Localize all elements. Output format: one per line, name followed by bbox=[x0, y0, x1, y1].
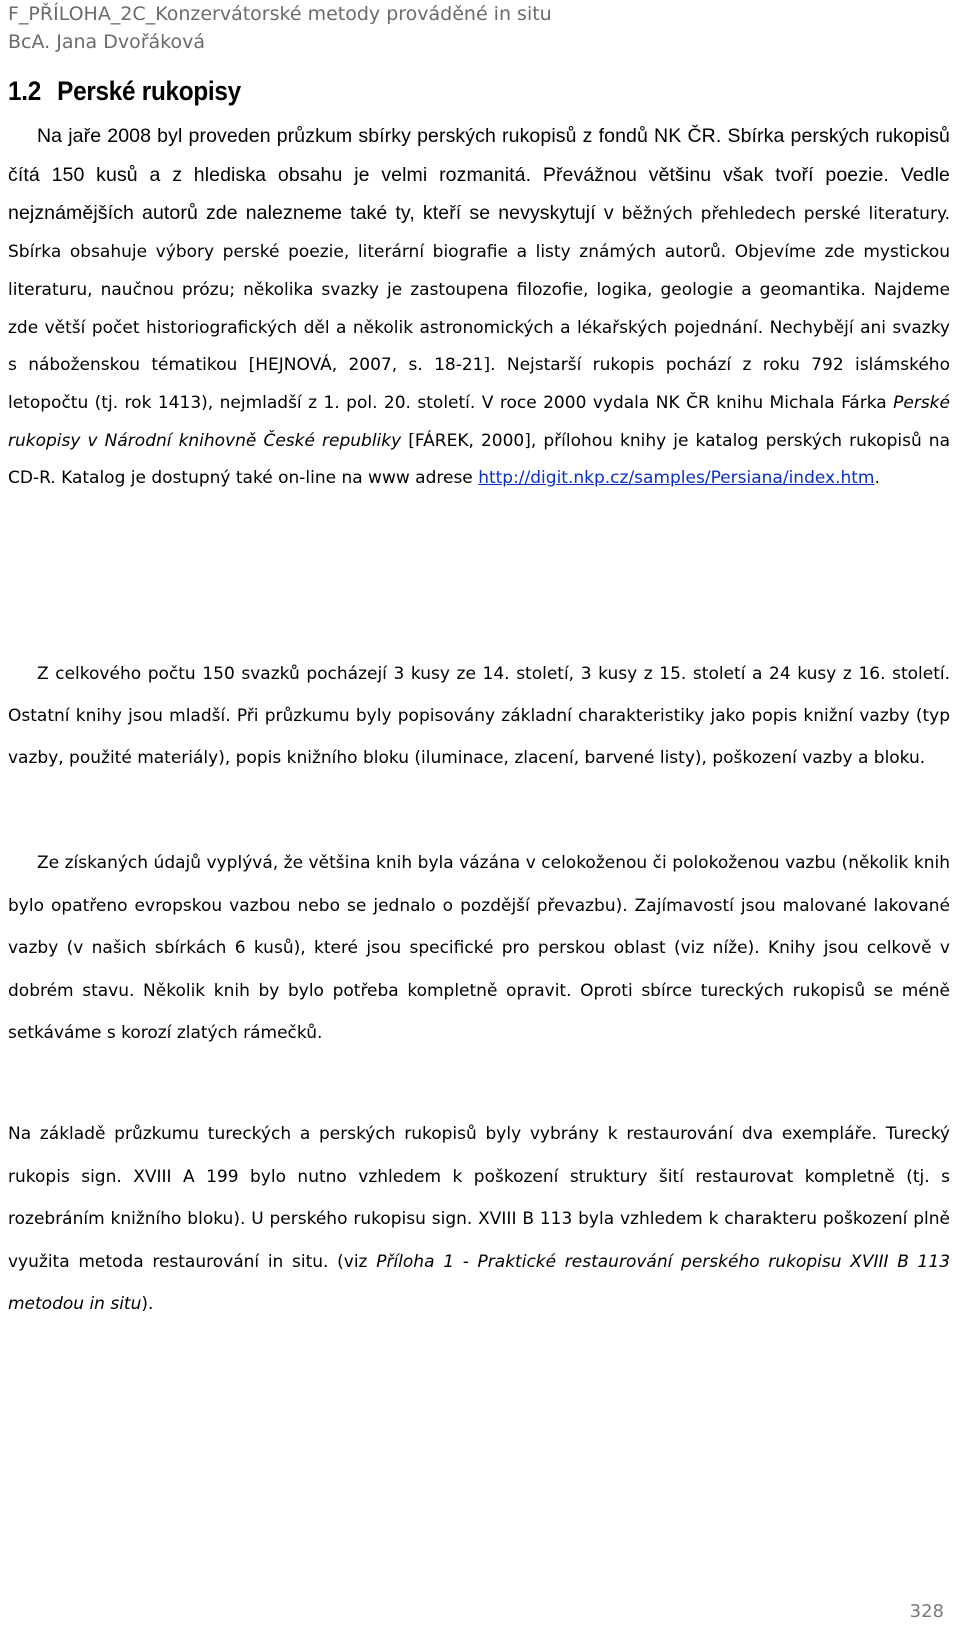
section-number: 1.2 bbox=[8, 76, 41, 106]
book-title: Perské rukopisy v Národní knihovně České republiky bbox=[8, 392, 950, 451]
paragraph-survey-statistics: Z celkového počtu 150 svazků pocházejí 3 kusy ze 14. století, 3 kusy z 15. století a 24 kusy z 16. století. Ostatní knihy jsou mladší. Při průzkumu byly popisovány základní charakteristiky jako popis knižní vazby (typ vazby, použité materiály), popis knižního bloku (iluminace, zlacení, barvené listy), poškození vazby a bloku. bbox=[8, 664, 950, 768]
paragraph-body-text-continued: [FÁREK, 2000], přílohou knihy je katalog perských rukopisů na CD-R. Katalog je dostupný také on-line na www adrese bbox=[8, 430, 950, 489]
paragraph-collection-overview bbox=[8, 118, 950, 498]
section-heading bbox=[8, 74, 241, 108]
appendix-reference: Příloha 1 - Praktické restaurování perského rukopisu XVIII B 113 metodou in situ bbox=[8, 1251, 951, 1315]
paragraph-body-text: Na základě průzkumu tureckých a perských rukopisů byly vybrány k restaurování dva exempláře. Turecký rukopis sign. XVIII A 199 bylo nutno vzhledem k poškození struktury šití restaurovat kompletně (tj. s rozebráním knižního bloku). U perského rukopisu sign. XVIII B 113 byla vzhledem k charakteru poškození plně využita metoda restaurování in situ. (viz bbox=[8, 1124, 950, 1272]
document-header-author: BcA. Jana Dvořáková bbox=[8, 31, 205, 53]
paragraph-end: ). bbox=[141, 1294, 154, 1315]
paragraph-intro-text: Na jaře 2008 byl proveden průzkum sbírky perských rukopisů z fondů NK ČR. Sbírka perských rukopisů čítá 150 kusů a z hlediska obsahu je velmi rozmanitá. Převážnou většinu však tvoří poezie. Vedle nejznámějších autorů zde nalezneme také ty, kteří se nevyskytují v bbox=[8, 125, 950, 225]
document-header-title: F_PŘÍLOHA_2C_Konzervátorské metody prováděné in situ bbox=[8, 3, 552, 25]
paragraph-restoration-selection bbox=[8, 1113, 950, 1326]
section-title: Perské rukopisy bbox=[57, 76, 241, 106]
paragraph-binding-findings: Ze získaných údajů vyplývá, že většina knih byla vázána v celokoženou či polokoženou vazbu (několik knih bylo opatřeno evropskou vazbou nebo se jednalo o pozdější převazbu). Zajímavostí jsou malované lakované vazby (v našich sbírkách 6 kusů), které jsou specifické pro perskou oblast (viz níže). Knihy jsou celkově v dobrém stavu. Několik knih by bylo potřeba kompletně opravit. Oproti sbírce tureckých rukopisů se méně setkáváme s korozí zlatých rámečků. bbox=[8, 853, 950, 1044]
paragraph-end: . bbox=[874, 468, 880, 489]
paragraph-body-text: běžných přehledech perské literatury. Sbírka obsahuje výbory perské poezie, literární biografie a listy známých autorů. Objevíme zde mystickou literaturu, naučnou prózu; několika svazky je zastoupena filozofie, logika, geologie a geomantika. Najdeme zde větší počet historiografických děl a několik astronomických a lékařských pojednání. Nechybějí ani svazky s náboženskou tématikou [HEJNOVÁ, 2007, s. 18-21]. Nejstarší rukopis pochází z roku 792 islámského letopočtu (tj. rok 1413), nejmladší z 1. pol. 20. století. V roce 2000 vydala NK ČR knihu Michala Fárka bbox=[8, 204, 950, 413]
page-number: 328 bbox=[909, 1601, 944, 1622]
catalog-link[interactable]: http://digit.nkp.cz/samples/Persiana/index.htm bbox=[478, 468, 875, 489]
